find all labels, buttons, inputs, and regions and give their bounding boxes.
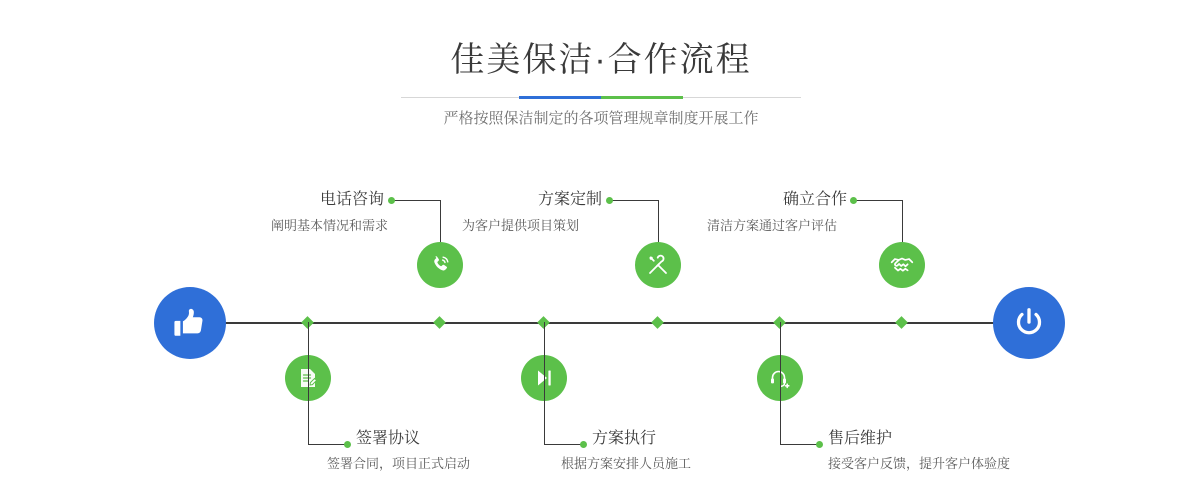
step-3-connector-horizontal — [610, 200, 658, 201]
step-4-title: 方案执行 — [592, 430, 657, 447]
start-node — [154, 287, 226, 359]
step-5-desc: 清洁方案通过客户评估 — [707, 218, 838, 233]
step-1-axis-marker — [433, 316, 446, 329]
step-2-connector-horizontal — [308, 444, 348, 445]
divider-green-segment — [601, 96, 683, 99]
title-divider — [401, 96, 801, 99]
thumbs-up-icon — [173, 306, 207, 340]
step-1-icon-badge — [417, 242, 463, 288]
step-3-icon-badge — [635, 242, 681, 288]
step-2-connector-vertical — [308, 322, 309, 444]
divider-blue-segment — [519, 96, 601, 99]
step-5-icon-badge — [879, 242, 925, 288]
step-1-connector-dot — [388, 197, 395, 204]
power-icon — [1011, 305, 1047, 341]
step-5-title: 确立合作 — [783, 191, 848, 208]
step-5-axis-marker — [895, 316, 908, 329]
phone-call-icon — [428, 253, 452, 277]
step-3-connector-dot — [606, 197, 613, 204]
step-5-connector-horizontal — [854, 200, 902, 201]
step-4-connector-dot — [580, 441, 587, 448]
step-6-connector-vertical — [780, 322, 781, 444]
step-1-connector-vertical — [440, 200, 441, 242]
plan-tools-icon — [646, 253, 670, 277]
end-node — [993, 287, 1065, 359]
step-3-axis-marker — [651, 316, 664, 329]
step-6-connector-dot — [816, 441, 823, 448]
step-1-connector-horizontal — [392, 200, 440, 201]
step-3-connector-vertical — [658, 200, 659, 242]
step-6-title: 售后维护 — [828, 430, 893, 447]
handshake-icon — [889, 252, 915, 278]
step-6-desc: 接受客户反馈，提升客户体验度 — [828, 456, 1011, 471]
step-2-connector-dot — [344, 441, 351, 448]
step-6-connector-horizontal — [780, 444, 820, 445]
step-4-connector-vertical — [544, 322, 545, 444]
step-4-connector-horizontal — [544, 444, 584, 445]
step-4-desc: 根据方案安排人员施工 — [561, 456, 692, 471]
step-2-desc: 签署合同，项目正式启动 — [327, 456, 471, 471]
step-5-connector-vertical — [902, 200, 903, 242]
page-subtitle: 严格按照保洁制定的各项管理规章制度开展工作 — [443, 110, 759, 127]
step-3-title: 方案定制 — [538, 191, 603, 208]
step-3-desc: 为客户提供项目策划 — [462, 218, 580, 233]
step-1-title: 电话咨询 — [320, 191, 385, 208]
step-5-connector-dot — [850, 197, 857, 204]
step-2-title: 签署协议 — [356, 430, 421, 447]
page-title: 佳美保洁·合作流程 — [450, 41, 752, 79]
step-1-desc: 阐明基本情况和需求 — [270, 218, 388, 233]
